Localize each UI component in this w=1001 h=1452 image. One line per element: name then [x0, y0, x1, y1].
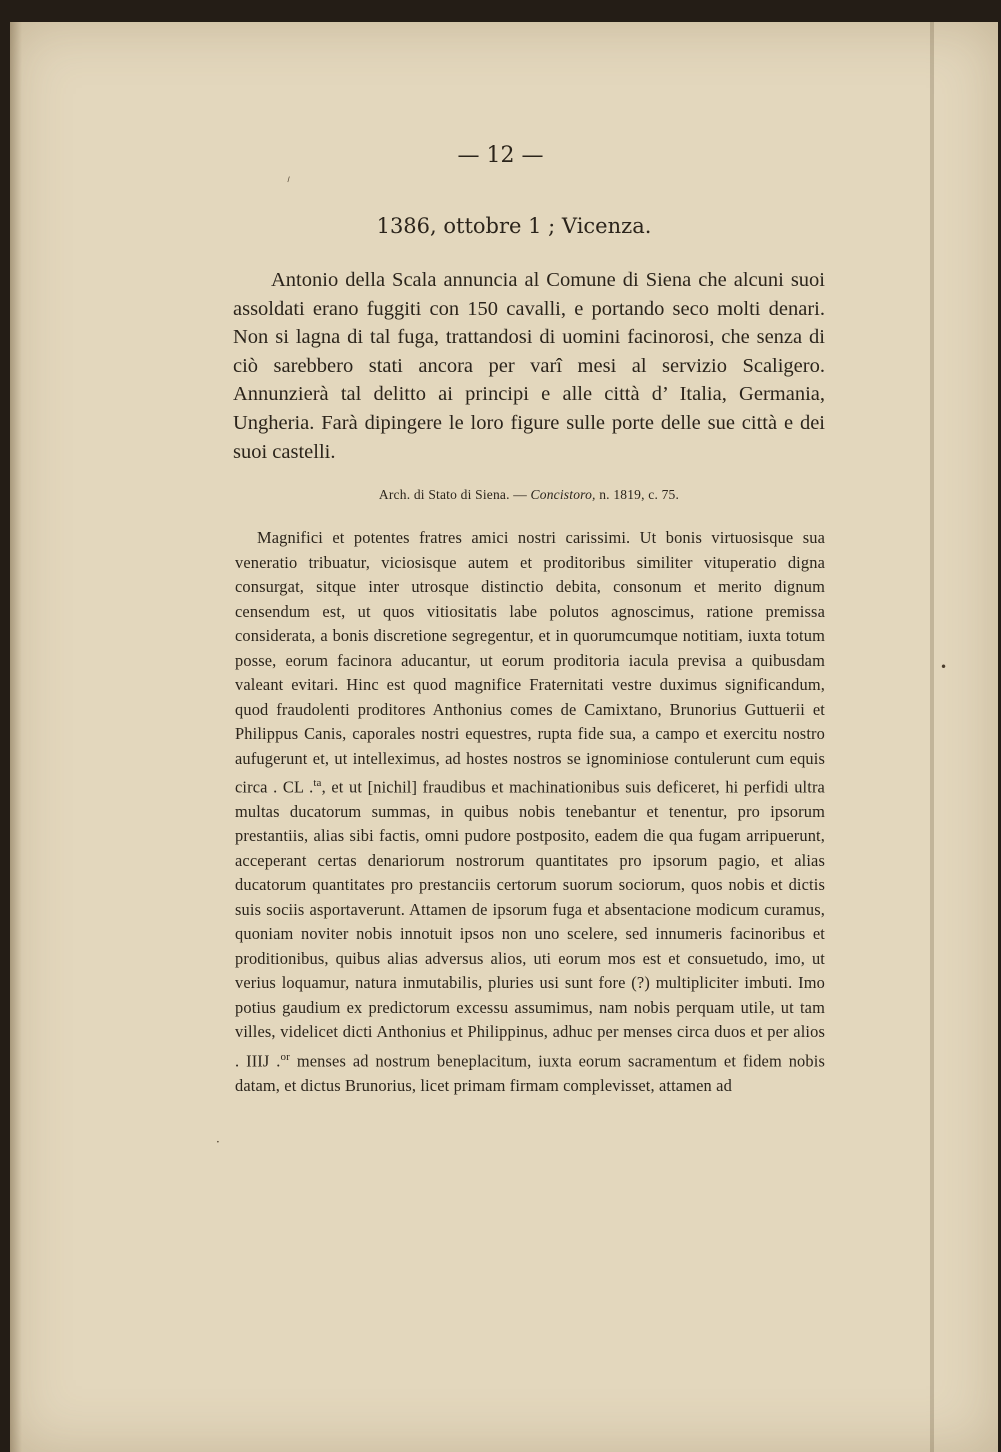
latin-text-part-3: menses ad nostrum beneplacitum, iuxta eorum sacramentum et fidem nobis datam, et dictus Brunorius, licet primam firmam complevisset, attamen ad — [235, 1051, 825, 1095]
latin-superscript-2: or — [280, 1050, 290, 1063]
document-date-heading: 1386, ottobre 1 ; Vicenza. — [376, 214, 652, 238]
page-number: — 12 — — [457, 143, 544, 168]
latin-superscript-1: ta — [313, 777, 322, 789]
latin-text-part-1: Magnifici et potentes fratres amici nostri carissimi. Ut bonis virtuosisque sua veneratio tribuatur, viciosisque autem et proditoribus similiter vituperatio digna consurgat, sitque inter utrosque distinctio debita, consonum et merito dignum censendum est, ut quos vitiositatis labe polutos agnoscimus, ratione premissa considerata, a bonis discretione segregentur, et in quorumcumque notitiam, iuxta totum posse, eorum facinora aducantur, ut eorum proditoria iacula previsa a quibusdam valeant evitari. Hinc est quod magnifice Fraternitati vestre duximus significandum, quod fraudolenti proditores Anthonius comes de Camixtano, Brunorius Guttuerii et Philippus Canis, caporales nostri equestres, rupta fide sua, a campo et exercitu nostro aufugerunt et, ut intelleximus, ad hostes nostros se ignominiose contulerunt cum equis circa . CL . — [235, 528, 825, 797]
stray-pen-mark: ⸝ — [281, 169, 294, 185]
latin-letter-text — [235, 526, 825, 1098]
source-suffix: n. 1819, c. 75. — [595, 487, 680, 502]
margin-dot-mark-left: · — [216, 1135, 220, 1149]
source-italic: Concistoro, — [530, 487, 596, 502]
archive-source-citation — [0, 487, 1001, 503]
document-summary: Antonio della Scala annuncia al Comune di Siena che alcuni suoi assoldati erano fuggiti con 150 cavalli, e portando seco molti denari. Non si lagna di tal fuga, trattandosi di uomini facinorosi, che senza di ciò sarebbero stati ancora per varî mesi al servizio Scaligero. Annunzierà tal delitto ai principi e alle città d’ Italia, Germania, Ungheria. Farà dipingere le loro figure sulle porte delle sue città e dei suoi castelli. — [233, 269, 825, 463]
margin-dot-mark: • — [940, 660, 948, 674]
source-prefix: Arch. di Stato di Siena. — — [378, 487, 531, 502]
latin-text-part-2: , et ut [nichil] fraudibus et machinationibus suis deficeret, hi perfidi ultra multas ducatorum summas, in quibus nobis tenebantur et tenentur, pro ipsorum prestantiis, alias sibi factis, omni pudore postposito, eadem die qua fugam arripuerunt, acceperant certas denariorum nostrorum quantitates pro ipsorum pagio, et alias ducatorum quantitates pro prestanciis certorum suorum sociorum, quos nobis et dictis suis sociis asportaverunt. Attamen de ipsorum fuga et absentacione modicum curamus, quoniam noviter nobis innotuit ipsos non uno scelere, sed innumeris facinoribus et proditionibus, quibus alias adversus alios, uti eorum mos est et consuetudo, imo, ut verius loquamur, natura inmutabilis, pluries usi sunt fore (?) multipliciter imbuti. Imo potius gaudium ex predictorum excessu assumimus, nam nobis perquam utile, ut tam villes, videlicet dicti Anthonius et Philippinus, adhuc per menses circa duos et per alios . IIIJ . — [235, 777, 825, 1071]
